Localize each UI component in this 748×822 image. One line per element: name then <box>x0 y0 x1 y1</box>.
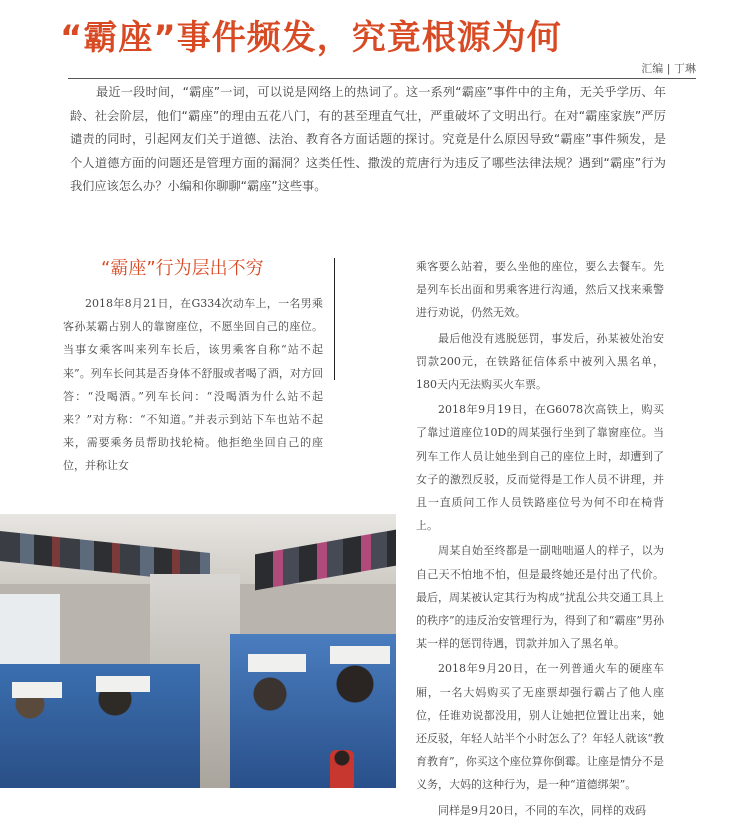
photo-headrest <box>96 676 150 692</box>
photo-passenger <box>330 750 354 788</box>
editor-credit: 汇编 | 丁琳 <box>641 62 696 75</box>
article-title: “霸座”事件频发，究竟根源为何 <box>60 18 562 58</box>
photo-headrest <box>12 682 62 698</box>
column-divider <box>334 258 335 380</box>
photo-headrest <box>248 654 306 672</box>
right-paragraph: 同样是9月20日，不同的车次，同样的戏码 <box>438 803 646 817</box>
title-divider <box>68 78 696 79</box>
right-paragraph: 乘客要么站着，要么坐他的座位，要么去餐车。先是列车长出面和男乘客进行沟通，然后又找来乘警进行劝说，仍然无效。 <box>416 260 664 320</box>
right-column <box>416 255 664 822</box>
right-paragraph: 周某自始至终都是一副咄咄逼人的样子，以为自己天不怕地不怕，但是最终她还是付出了代价。最后，周某被认定其行为构成“扰乱公共交通工具上的秩序”的违反治安管理行为，得到了和“霸座”男孙某一样的惩罚待遇，罚款并加入了黑名单。 <box>416 544 664 651</box>
photo-headrest <box>330 646 390 664</box>
article-intro: 最近一段时间，“霸座”一词，可以说是网络上的热词了。这一系列“霸座”事件中的主角，无关乎学历、年龄、社会阶层，他们“霸座”的理由五花八门，有的甚至理直气壮，严重破坏了文明出行。在对“霸座家族”严厉谴责的同时，引起网友们关于道德、法治、教育各方面话题的探讨。究竟是什么原因导致“霸座”事件频发，是个人道德方面的问题还是管理方面的漏洞？这类任性、撒泼的荒唐行为违反了哪些法律法规？遇到“霸座”行为我们应该怎么办？小编和你聊聊“霸座”这些事。 <box>70 85 666 193</box>
train-interior-photo <box>0 514 396 788</box>
section-heading: “霸座”行为层出不穷 <box>101 258 264 279</box>
right-paragraph: 2018年9月20日，在一列普通火车的硬座车厢，一名大妈购买了无座票却强行霸占了他人座位，任谁劝说都没用，别人让她把位置让出来，她还反驳，年轻人站半个小时怎么了？年轻人就该“教育教育”，你买这个座位算你倒霉。让座是情分不是义务，大妈的这种行为，是一种“道德绑架”。 <box>416 662 664 792</box>
right-paragraph: 最后他没有逃脱惩罚，事发后，孙某被处治安罚款200元，在铁路征信体系中被列入黑名单，180天内无法购买火车票。 <box>416 331 664 392</box>
left-paragraph: 2018年8月21日，在G334次动车上，一名男乘客孙某霸占别人的靠窗座位，不愿坐回自己的座位。当事女乘客叫来列车长后，该男乘客自称“站不起来”。列车长问其是否身体不舒服或者喝了酒，对方回答：“没喝酒。”列车长问：“没喝酒为什么站不起来？”对方称：“不知道。”并表示到站下车也站不起来，需要乘务员帮助找轮椅。他拒绝坐回自己的座位，并称让女 <box>63 297 323 473</box>
right-paragraph: 2018年9月19日，在G6078次高铁上，购买了靠过道座位10D的周某强行坐到了靠窗座位。当列车工作人员让她坐到自己的座位上时，却遭到了女子的激烈反驳，反而觉得是工作人员不讲理，并且一直质问工作人员铁路座位号为何不印在椅背上。 <box>416 403 664 533</box>
left-column <box>63 292 323 478</box>
